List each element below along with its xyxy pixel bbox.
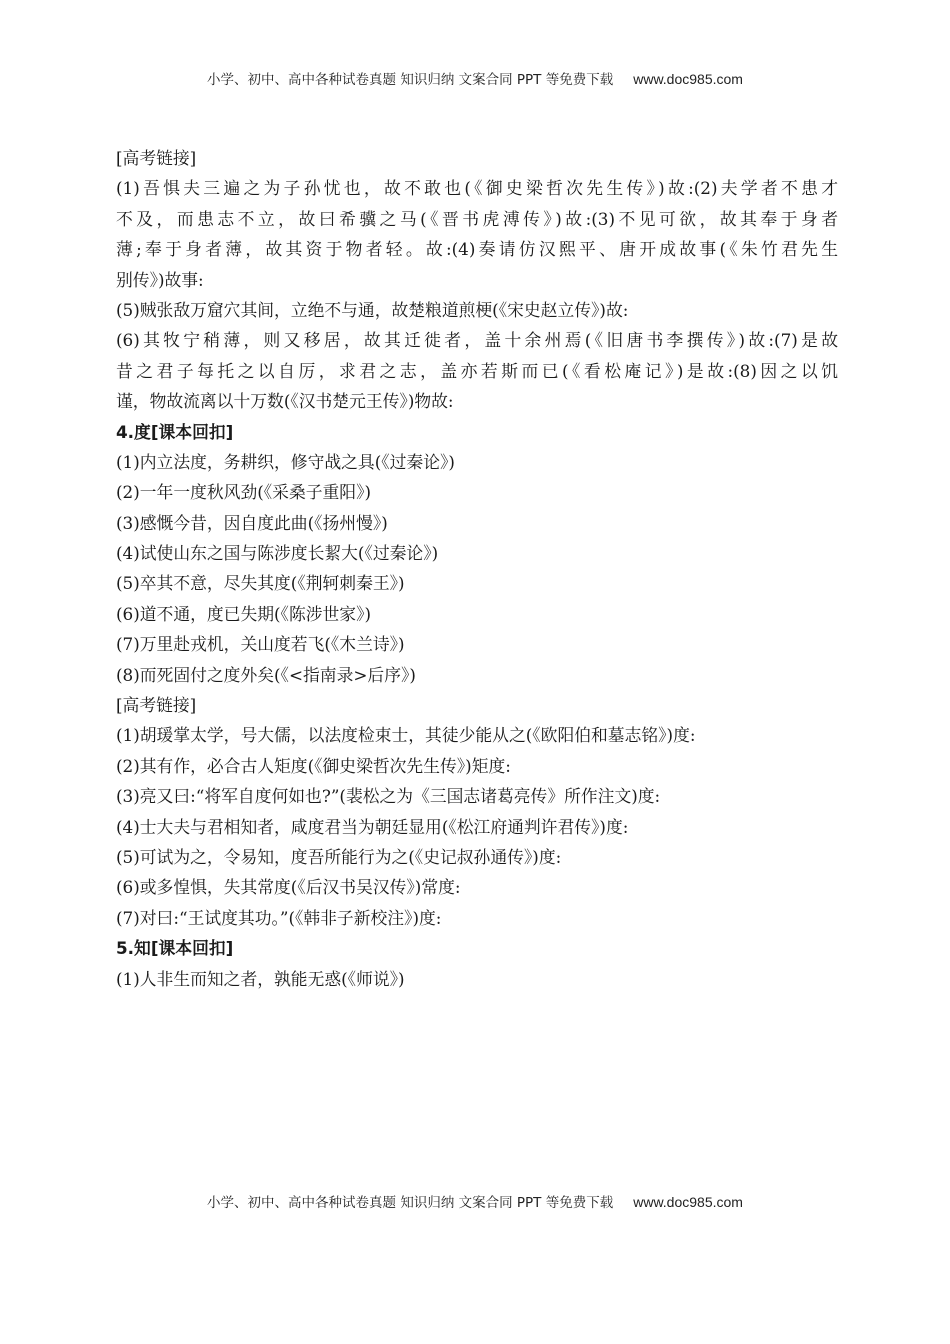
text-line: (1)吾惧夫三遍之为子孙忧也，故不敢也(《御史梁哲次先生传》)故:(2)夫学者不患才	[116, 178, 838, 199]
text-line: 谨，物故流离以十万数(《汉书楚元王传》)物故:	[116, 391, 454, 412]
text-line: (4)试使山东之国与陈涉度长絜大(《过秦论》)	[116, 543, 439, 564]
section-heading: 4.度[课本回扣]	[116, 421, 234, 442]
text-line: (1)内立法度，务耕织，修守战之具(《过秦论》)	[116, 451, 455, 472]
section-heading: 5.知[课本回扣]	[116, 938, 234, 959]
text-line: (2)其有作，必合古人矩度(《御史梁哲次先生传》)矩度:	[116, 755, 511, 776]
text-line: 昔之君子每托之以自厉，求君之志，盖亦若斯而已(《看松庵记》)是故:(8)因之以饥	[116, 360, 838, 381]
text-line: (5)卒其不意，尽失其度(《荆轲刺秦王》)	[116, 573, 405, 594]
text-line: (8)而死固付之度外矣(《<指南录>后序》)	[116, 664, 416, 685]
document-body	[116, 143, 838, 994]
text-line: (7)万里赴戎机，关山度若飞(《木兰诗》)	[116, 634, 405, 655]
text-line: (1)胡瑗掌太学，号大儒，以法度检束士，其徒少能从之(《欧阳伯和墓志铭》)度:	[116, 725, 696, 746]
text-line: (7)对曰:“王试度其功。”(《韩非子新校注》)度:	[116, 907, 442, 928]
text-line: (6)或多惶惧，失其常度(《后汉书吴汉传》)常度:	[116, 877, 461, 898]
text-line: 薄;奉于身者薄，故其资于物者轻。故:(4)奏请仿汉熙平、唐开成故事(《朱竹君先生	[116, 239, 838, 260]
header-site-url: www.doc985.com	[633, 71, 743, 87]
text-line: (6)道不通，度已失期(《陈涉世家》)	[116, 603, 372, 624]
text-line: (6)其牧宁稍薄，则又移居，故其迁徙者，盖十余州焉(《旧唐书李撰传》)故:(7)是故	[116, 330, 838, 351]
footer-tagline: 小学、初中、高中各种试卷真题 知识归纳 文案合同 PPT 等免费下载	[207, 1195, 614, 1211]
page-header	[0, 68, 950, 88]
text-line: (1)人非生而知之者，孰能无惑(《师说》)	[116, 968, 405, 989]
footer-site-url: www.doc985.com	[633, 1194, 743, 1210]
text-line: 不及，而患志不立，故曰希骥之马(《晋书虎溥传》)故:(3)不见可欲，故其奉于身者	[116, 208, 838, 229]
header-tagline: 小学、初中、高中各种试卷真题 知识归纳 文案合同 PPT 等免费下载	[207, 72, 614, 88]
page-footer	[0, 1191, 950, 1211]
text-line: (2)一年一度秋风劲(《采桑子重阳》)	[116, 482, 372, 503]
text-line: [高考链接]	[116, 148, 197, 168]
text-line: (3)亮又曰:“将军自度何如也?”(裴松之为《三国志诸葛亮传》所作注文)度:	[116, 786, 661, 807]
text-line: [高考链接]	[116, 695, 197, 716]
text-line: (3)感慨今昔，因自度此曲(《扬州慢》)	[116, 512, 388, 533]
text-line: (5)贼张敌万窟穴其间，立绝不与通，故楚粮道煎梗(《宋史赵立传》)故:	[116, 299, 629, 320]
text-line: (5)可试为之，令易知，度吾所能行为之(《史记叔孙通传》)度:	[116, 846, 562, 867]
text-line: 别传》)故事:	[116, 269, 204, 290]
text-line: (4)士大夫与君相知者，咸度君当为朝廷显用(《松江府通判许君传》)度:	[116, 816, 629, 837]
